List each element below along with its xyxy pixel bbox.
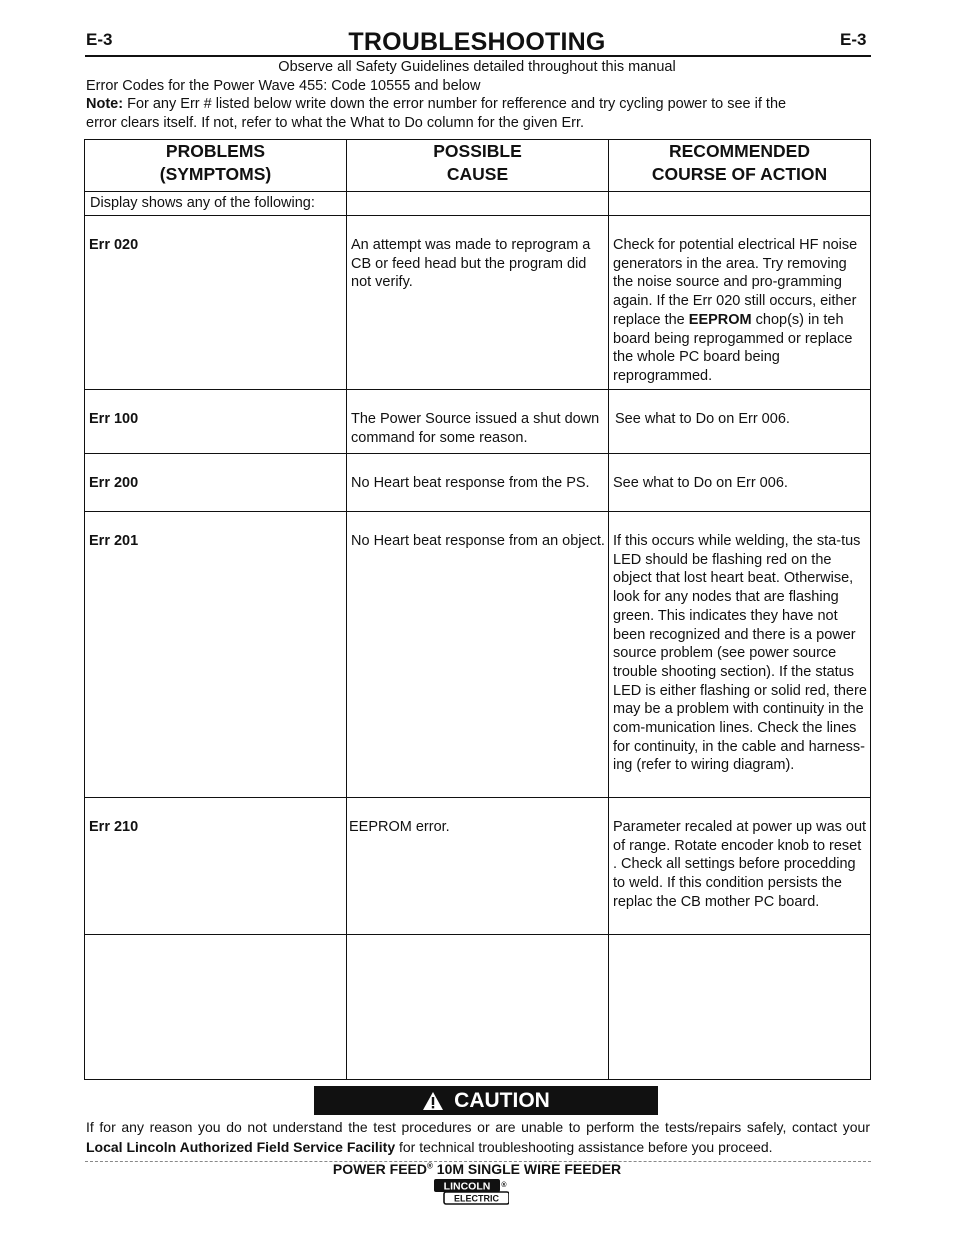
cause-err-201: No Heart beat response from an object. [351, 533, 605, 549]
page-code-left: E-3 [86, 30, 113, 49]
action-err-200: See what to Do on Err 006. [613, 475, 788, 491]
table-row [85, 390, 871, 454]
title-rule [85, 55, 871, 57]
caution-text: If for any reason you do not understand the test procedures or are unable to perform the tests/repairs safely, contact your Local Lincoln Authorized Field Service Facility for technical troubleshooting assistance before you proceed. [86, 1119, 870, 1155]
header-problems: PROBLEMS (SYMPTOMS) [85, 140, 347, 192]
table-row [85, 512, 871, 798]
troubleshooting-table [84, 139, 871, 1080]
header-cause: POSSIBLE CAUSE [347, 140, 609, 192]
caution-banner [314, 1086, 658, 1115]
symptom-err-020: Err 020 [89, 237, 139, 253]
symptom-err-201: Err 201 [89, 533, 139, 549]
page-code-right: E-3 [840, 30, 867, 49]
page-title: TROUBLESHOOTING [348, 28, 606, 56]
display-row [85, 192, 871, 216]
cause-err-210: EEPROM error. [349, 819, 450, 835]
caution-label: CAUTION [454, 1088, 550, 1112]
codes-line: Error Codes for the Power Wave 455: Code 10555 and below [86, 78, 481, 94]
action-err-020: Check for potential electrical HF noise generators in the area. Try removing the noise source and pro-gramming again. If the Err 020 still occurs, either replace the EEPROM chop(s) in teh board being reprogammed or replace the whole PC board being reprogrammed. [613, 237, 858, 384]
table-row [85, 216, 871, 390]
logo-line-1: LINCOLN [443, 1180, 491, 1193]
cause-err-100: The Power Source issued a shut down command for some reason. [351, 411, 600, 446]
cause-err-020: An attempt was made to reprogram a CB or feed head but the program did not verify. [351, 237, 591, 291]
display-row-text: Display shows any of the following: [90, 195, 315, 211]
logo-reg-mark: ® [501, 1182, 507, 1189]
action-err-201: If this occurs while welding, the sta-tus LED should be flashing red on the object that lost heart beat. Otherwise, look for any nodes that are flashing green. This indicates they have not been recognized and there is a power source problem (see power source trouble shooting section). If the status LED is either flashing or solid red, there may be a problem with continuity in the com-munication lines. Check the lines for continuity, in the cable and harness-ing (refer to wiring diagram). [613, 533, 867, 774]
note-line-1: For any Err # listed below write down the error number for refference and try cycling power to see if the [123, 96, 787, 112]
action-err-100: See what to Do on Err 006. [615, 411, 790, 427]
note-line-2: error clears itself. If not, refer to what the What to Do column for the given Err. [86, 115, 585, 131]
table-row [85, 798, 871, 935]
symptom-err-210: Err 210 [89, 819, 139, 835]
note-paragraph [86, 95, 870, 133]
footer-product-name: POWER FEED® 10M SINGLE WIRE FEEDER [332, 1161, 622, 1177]
header-action: RECOMMENDED COURSE OF ACTION [609, 140, 871, 192]
logo-line-2: ELECTRIC [454, 1193, 499, 1204]
symptom-err-100: Err 100 [89, 411, 139, 427]
lincoln-electric-logo [433, 1178, 509, 1205]
action-err-210: Parameter recaled at power up was out of range. Rotate encoder knob to reset . Check all settings before procedding to weld. If this condition persists the replac the CB mother PC board. [613, 819, 867, 910]
symptom-err-200: Err 200 [89, 475, 139, 491]
table-row [85, 454, 871, 512]
note-label: Note: [86, 96, 124, 112]
empty-table-row [85, 935, 871, 1080]
warning-triangle-icon [422, 1091, 444, 1111]
safety-line: Observe all Safety Guidelines detailed throughout this manual [278, 59, 676, 75]
table-header-row [85, 140, 871, 192]
cause-err-200: No Heart beat response from the PS. [351, 475, 590, 491]
